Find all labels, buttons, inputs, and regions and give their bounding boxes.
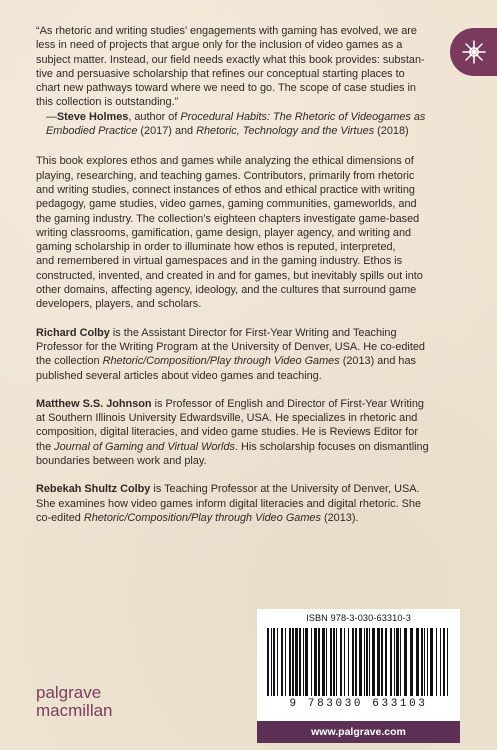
barcode-icon — [265, 628, 452, 698]
description-line: gaming scholarship in order to illuminate how ethos is reputed, interpreted, — [36, 241, 396, 254]
bio-line: composition, digital literacies, and video game studies. He is Reviews Editor for — [36, 426, 418, 439]
bio-rebekah-shultz-colby — [36, 482, 467, 525]
barcode-bar — [424, 628, 425, 696]
quote-line: subject matter. Instead, our field needs exactly what this book provides: substan- — [36, 53, 425, 66]
bio-line — [36, 354, 467, 368]
quote-line: chart new pathways toward where we need to go. The scope of case studies in — [36, 82, 416, 95]
barcode-bar — [330, 628, 332, 696]
barcode-bar — [344, 628, 345, 696]
barcode-bar — [372, 628, 375, 696]
barcode-bar — [303, 628, 304, 696]
barcode-bar — [285, 628, 286, 696]
publisher-website[interactable]: www.palgrave.com — [257, 721, 460, 743]
barcode-bar — [311, 628, 312, 696]
barcode-bar — [352, 628, 354, 696]
barcode-bar — [355, 628, 357, 696]
bio-text: is Teaching Professor at the University of Denver, USA. — [150, 483, 420, 496]
book-description — [36, 154, 467, 311]
barcode-bar — [369, 628, 370, 696]
barcode-bar — [410, 628, 413, 696]
bio-line — [36, 326, 467, 340]
barcode-bar — [377, 628, 380, 696]
description-line: developers, players, and scholars. — [36, 298, 202, 311]
barcode-bar — [440, 628, 441, 696]
quote-line: tive and persuasive scholarship that refines our conceptual starting places to — [36, 67, 405, 80]
description-line: constructed, invented, and created in and for games, but inevitably spills out into — [36, 269, 423, 282]
barcode-bar — [326, 628, 327, 696]
barcode-bar — [381, 628, 383, 696]
bio-line — [36, 511, 467, 525]
bio-line: boundaries between work and play. — [36, 455, 207, 468]
barcode-bar — [427, 628, 428, 696]
barcode-bar — [400, 628, 401, 696]
barcode-bar — [385, 628, 387, 696]
barcode-bar — [421, 628, 423, 696]
barcode-bar — [364, 628, 365, 696]
publisher-logo — [36, 684, 113, 720]
barcode-bar — [267, 628, 269, 696]
attribution-text: (2018) — [374, 125, 409, 138]
publisher-logo-line2: macmillan — [36, 701, 113, 720]
attribution-book-title: Rhetoric, Technology and the Virtues — [196, 125, 375, 138]
attribution-book-title: Procedural Habits: The Rhetoric of Videogames as — [180, 110, 426, 123]
barcode-bar — [404, 628, 407, 696]
bio-matthew-johnson — [36, 397, 467, 468]
bio-text: is the Assistant Director for First-Year Writing and Teaching — [109, 326, 397, 339]
bio-line — [36, 397, 467, 411]
bio-name: Richard Colby — [36, 326, 110, 339]
cover-text — [36, 24, 467, 525]
barcode-bar — [318, 628, 320, 696]
bio-line: at Southern Illinois University Edwardsville, USA. He specializes in rhetoric and — [36, 412, 418, 425]
endorsement-quote — [36, 24, 467, 138]
barcode-bar — [430, 628, 433, 696]
quote-line: “As rhetoric and writing studies’ engagements with gaming has evolved, we are — [36, 25, 417, 37]
barcode-bar — [447, 628, 448, 696]
bio-text: (2013) and has — [339, 355, 416, 368]
bio-text: the collection — [36, 355, 103, 368]
barcode-bar — [348, 628, 349, 696]
description-line: the gaming industry. The collection’s eighteen chapters investigate game-based — [36, 212, 420, 225]
attribution-name: Steve Holmes — [56, 110, 129, 123]
barcode-bar — [322, 628, 325, 696]
barcode-bar — [333, 628, 335, 696]
quote-attribution-cont — [36, 124, 467, 138]
attribution-text: (2017) and — [137, 125, 197, 138]
barcode-digits: 9 783030 633103 — [289, 698, 428, 710]
quote-attribution — [36, 110, 467, 124]
description-line: playing, researching, and teaching games. Contributors, primarily from rhetoric — [36, 169, 415, 182]
barcode-bar — [273, 628, 275, 696]
description-line: and writing studies, connect instances of ethos and ethical practice with writing — [36, 183, 415, 196]
description-line: pedagogy, game studies, video games, gaming communities, gameworlds, and — [36, 198, 417, 211]
bio-text: is Professor of English and Director of First-Year Writing — [151, 397, 424, 410]
barcode-bar — [436, 628, 437, 696]
bio-line — [36, 482, 467, 496]
barcode-bar — [292, 628, 294, 696]
bio-name: Matthew S.S. Johnson — [36, 397, 152, 410]
publisher-logo-line1: palgrave — [36, 683, 102, 702]
barcode-bar — [281, 628, 283, 696]
bio-line: Professor for the Writing Program at the University of Denver, USA. He co-edited — [36, 340, 425, 353]
barcode-bar — [396, 628, 399, 696]
attribution-book-title: Embodied Practice — [46, 125, 138, 138]
bio-journal-title: Journal of Gaming and Virtual Worlds — [54, 440, 235, 453]
barcode-bar — [299, 628, 301, 696]
description-line: This book explores ethos and games while analyzing the ethical dimensions of — [36, 155, 414, 168]
barcode-bar — [340, 628, 342, 696]
barcode-bar — [359, 628, 362, 696]
description-line: writing classrooms, gamification, game design, player agency, and writing and — [36, 226, 412, 239]
bio-richard-colby — [36, 326, 467, 383]
barcode-bar — [366, 628, 368, 696]
bio-book-title: Rhetoric/Composition/Play through Video Games — [83, 511, 321, 524]
quote-line: less in need of projects that argue only for the inclusion of video games as a — [36, 39, 403, 52]
barcode-bar — [305, 628, 308, 696]
barcode-bar — [416, 628, 419, 696]
barcode-bar — [314, 628, 317, 696]
bio-book-title: Rhetoric/Composition/Play through Video Games — [102, 355, 340, 368]
bio-text: (2013). — [320, 511, 359, 524]
barcode-bar — [390, 628, 392, 696]
attribution-dash: — — [46, 110, 57, 123]
barcode-bar — [394, 628, 395, 696]
description-line: other domains, affecting agency, ideology, and the cultures that surround game — [36, 284, 417, 297]
bio-line — [36, 440, 467, 454]
barcode-box — [257, 609, 460, 721]
barcode-bar — [336, 628, 337, 696]
bio-line: She examines how video games inform digital literacies and digital rhetoric. She — [36, 497, 422, 510]
barcode-bar — [443, 628, 445, 696]
bio-name: Rebekah Shultz Colby — [36, 483, 151, 496]
barcode-bar — [277, 628, 278, 696]
barcode-bar — [271, 628, 272, 696]
bio-line: published several articles about video games and teaching. — [36, 369, 322, 382]
description-line: and remembered in virtual gamespaces and in the gaming industry. Ethos is — [36, 255, 403, 268]
barcode-bar — [295, 628, 298, 696]
isbn-label: ISBN 978-3-030-63310-3 — [306, 613, 411, 623]
quote-line: this collection is outstanding.” — [36, 96, 179, 109]
bio-text: co-edited — [36, 511, 84, 524]
barcode-bar — [289, 628, 291, 696]
bio-text: the — [36, 440, 55, 453]
attribution-text: , author of — [128, 110, 181, 123]
bio-text: . His scholarship focuses on dismantling — [234, 440, 429, 453]
